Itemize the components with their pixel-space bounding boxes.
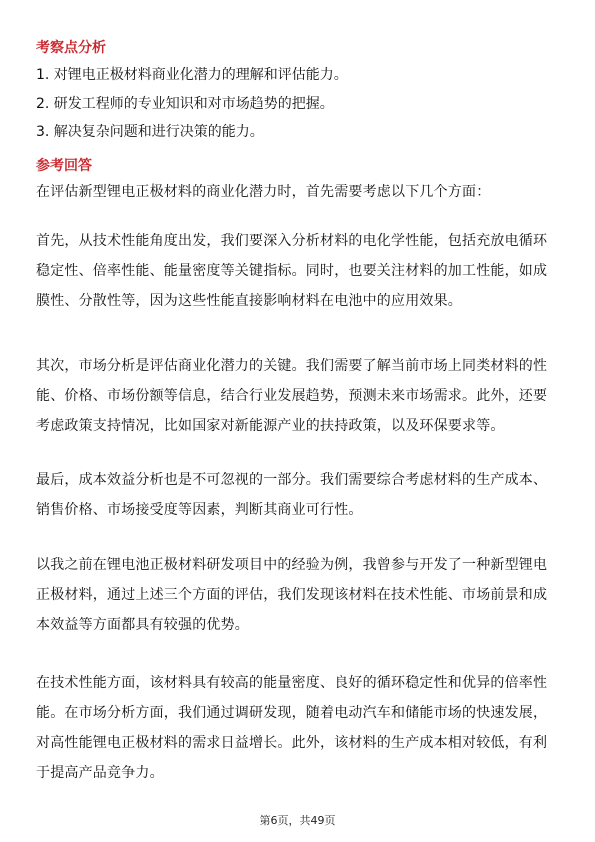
paragraph-line: 考虑政策支持情况，比如国家对新能源产业的扶持政策，以及环保要求等。 <box>36 418 505 434</box>
answer-paragraph <box>36 226 564 316</box>
answer-paragraph <box>36 177 564 207</box>
analysis-item: 1. 对锂电正极材料商业化潜力的理解和评估能力。 <box>36 67 348 83</box>
analysis-heading: 考察点分析 <box>36 40 106 56</box>
paragraph-line: 能。在市场分析方面，我们通过调研发现，随着电动汽车和储能市场的快速发展， <box>36 705 548 721</box>
answer-paragraph <box>36 668 564 788</box>
paragraph-line: 正极材料，通过上述三个方面的评估，我们发现该材料在技术性能、市场前景和成 <box>36 587 548 603</box>
paragraph-line: 最后，成本效益分析也是不可忽视的一部分。我们需要综合考虑材料的生产成本、 <box>36 472 548 488</box>
answer-paragraph <box>36 465 564 525</box>
paragraph-line: 稳定性、倍率性能、能量密度等关键指标。同时，也要关注材料的加工性能，如成 <box>36 263 548 279</box>
paragraph-line: 对高性能锂电正极材料的需求日益增长。此外，该材料的生产成本相对较低，有利 <box>36 735 548 751</box>
paragraph-line: 膜性、分散性等，因为这些性能直接影响材料在电池中的应用效果。 <box>36 293 462 309</box>
paragraph-line: 能、价格、市场份额等信息，结合行业发展趋势，预测未来市场需求。此外，还要 <box>36 388 548 404</box>
paragraph-line: 以我之前在锂电池正极材料研发项目中的经验为例，我曾参与开发了一种新型锂电 <box>36 557 548 573</box>
paragraph-line: 首先，从技术性能角度出发，我们要深入分析材料的电化学性能，包括充放电循环 <box>36 233 548 249</box>
answer-paragraph <box>36 550 564 640</box>
answer-heading: 参考回答 <box>36 158 92 174</box>
paragraph-line: 在技术性能方面，该材料具有较高的能量密度、良好的循环稳定性和优异的倍率性 <box>36 675 548 691</box>
paragraph-line: 于提高产品竞争力。 <box>36 765 164 781</box>
paragraph-line: 其次，市场分析是评估商业化潜力的关键。我们需要了解当前市场上同类材料的性 <box>36 358 548 374</box>
page-number: 第6页，共49页 <box>259 814 336 827</box>
paragraph-line: 销售价格、市场接受度等因素，判断其商业可行性。 <box>36 502 363 518</box>
analysis-item: 3. 解决复杂问题和进行决策的能力。 <box>36 124 264 140</box>
paragraph-line: 在评估新型锂电正极材料的商业化潜力时，首先需要考虑以下几个方面： <box>36 184 491 200</box>
analysis-item: 2. 研发工程师的专业知识和对市场趋势的把握。 <box>36 96 334 112</box>
answer-paragraph <box>36 351 564 441</box>
paragraph-line: 本效益等方面都具有较强的优势。 <box>36 617 249 633</box>
